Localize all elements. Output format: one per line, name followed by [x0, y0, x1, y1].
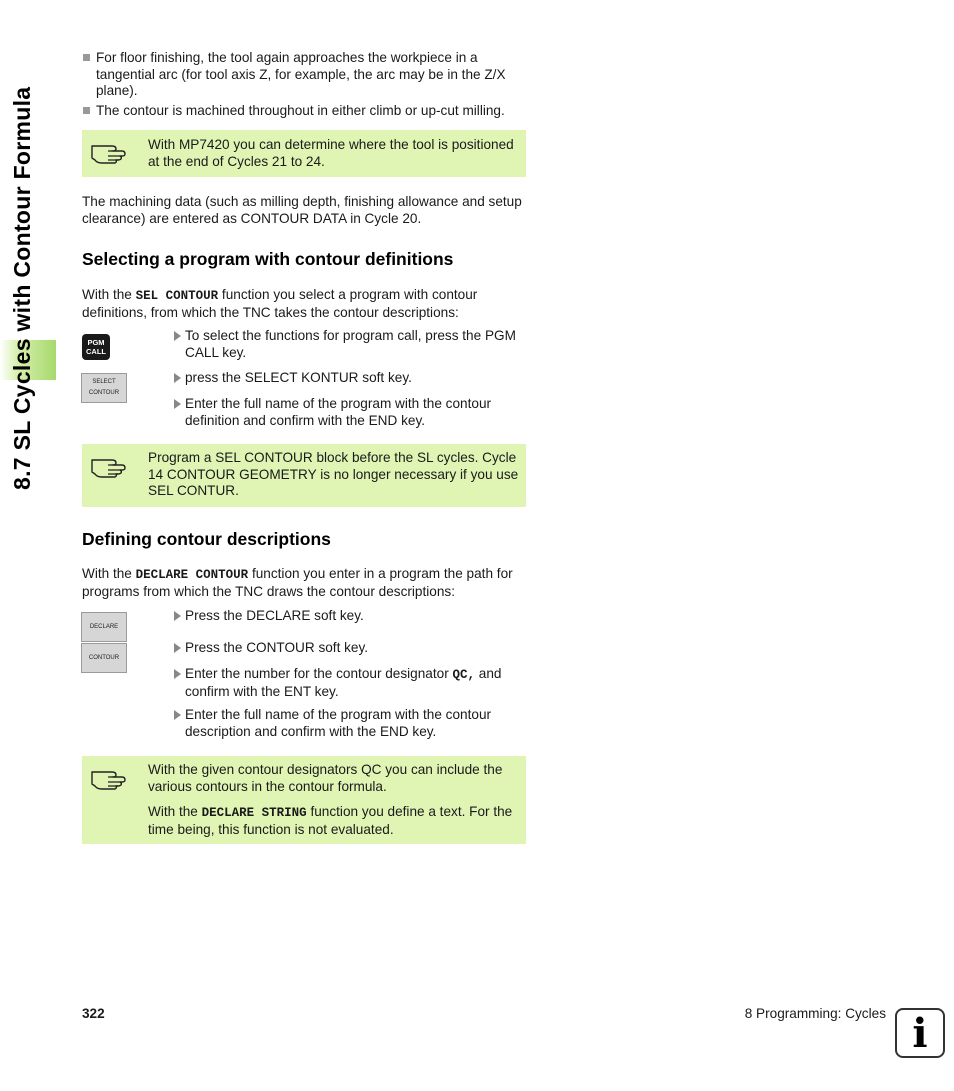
pgm-call-key[interactable]: PGM CALL	[82, 334, 110, 360]
step-enter-designator: Enter the number for the contour designator QC, and confirm with the ENT key.	[173, 666, 533, 700]
note-box-contour-designators	[82, 756, 526, 844]
declare-softkey[interactable]: DECLARE	[81, 612, 127, 642]
machining-data-paragraph: The machining data (such as milling depth, finishing allowance and setup clearance) are entered as CONTOUR DATA in Cycle 20.	[82, 194, 522, 226]
pointing-hand-icon	[90, 138, 128, 164]
chapter-footer: 8 Programming: Cycles	[744, 1006, 886, 1021]
note-text: Program a SEL CONTOUR block before the SL cycles. Cycle 14 CONTOUR GEOMETRY is no longer necessary if you use SEL CONTUR.	[148, 450, 519, 498]
step-press-declare: Press the DECLARE soft key.	[173, 608, 533, 625]
step-enter-description-program: Enter the full name of the program with the contour description and confirm with the END key.	[173, 707, 533, 740]
code-qc: QC,	[452, 668, 476, 682]
bullet-floor-finishing: For floor finishing, the tool again approaches the workpiece in a tangential arc (for tool axis Z, for example, the arc may be in the Z/X plane).	[82, 50, 532, 100]
select-contour-softkey[interactable]: SELECT CONTOUR	[81, 373, 127, 403]
pointing-hand-icon	[90, 452, 128, 478]
code-declare-string: DECLARE STRING	[201, 806, 307, 820]
code-declare-contour: DECLARE CONTOUR	[135, 568, 249, 582]
note-text: With MP7420 you can determine where the tool is positioned at the end of Cycles 21 to 24.	[148, 137, 514, 169]
section-heading-defining-contour: Defining contour descriptions	[82, 529, 331, 549]
sel-contour-intro: With the SEL CONTOUR function you select a program with contour definitions, from which the TNC takes the contour descriptions:	[82, 287, 478, 320]
side-chapter-title: 8.7 SL Cycles with Contour Formula	[9, 86, 35, 490]
declare-contour-intro: With the DECLARE CONTOUR function you enter in a program the path for programs from which the TNC draws the contour descriptions:	[82, 566, 513, 599]
info-icon: i	[895, 1008, 945, 1058]
contour-softkey[interactable]: CONTOUR	[81, 643, 127, 673]
note-box-mp7420	[82, 130, 526, 177]
note-text-declare-string: With the DECLARE STRING function you define a text. For the time being, this function is not evaluated.	[148, 804, 513, 837]
note-box-sel-contour	[82, 444, 526, 507]
note-text-designators: With the given contour designators QC you can include the various contours in the contour formula.	[148, 762, 503, 794]
pointing-hand-icon	[90, 764, 128, 790]
code-sel-contour: SEL CONTOUR	[135, 289, 219, 303]
step-press-contour: Press the CONTOUR soft key.	[173, 640, 533, 657]
side-tab	[0, 0, 60, 1091]
bullet-climb-milling: The contour is machined throughout in either climb or up-cut milling.	[82, 103, 532, 120]
page-number: 322	[82, 1006, 105, 1021]
section-heading-select-program: Selecting a program with contour definitions	[82, 249, 454, 269]
step-select-kontur: press the SELECT KONTUR soft key.	[173, 370, 533, 387]
step-pgm-call: To select the functions for program call, press the PGM CALL key.	[173, 328, 533, 361]
step-enter-program-name: Enter the full name of the program with the contour definition and confirm with the END key.	[173, 396, 533, 429]
